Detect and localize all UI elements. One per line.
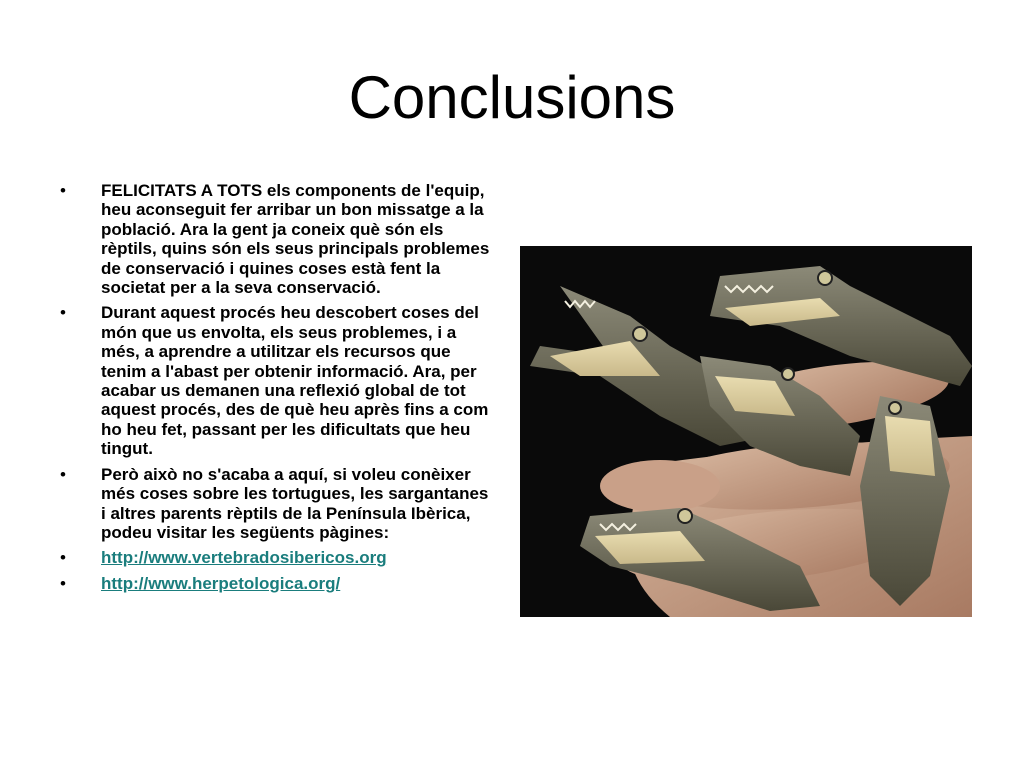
bullet-item-link-vertebrados (56, 548, 496, 567)
bullet-marker: • (60, 573, 66, 593)
bullet-text: Però això no s'acaba a aquí, si voleu conèixer més coses sobre les tortugues, les sargantanes i altres parents rèptils de la Península Ibèrica, podeu visitar les següents pàgines: (101, 464, 489, 542)
link-herpetologica[interactable]: http://www.herpetologica.org/ (101, 573, 341, 593)
bullet-text: FELICITATS A TOTS els components de l'equip, heu aconseguit fer arribar un bon missatge a la població. Ara la gent ja coneix què són els rèptils, quins són els seus principals problemes de conservació i quines coses està fent la societat per a la seva conservació. (101, 181, 490, 298)
bullet-item-congratulations (56, 181, 496, 297)
slide-title: Conclusions (348, 64, 676, 131)
bullet-marker: • (60, 181, 66, 200)
crocodile-photo (520, 246, 972, 617)
bullet-marker: • (60, 303, 66, 323)
link-vertebradosibericos[interactable]: http://www.vertebradosibericos.org (101, 548, 387, 568)
bullet-text: Durant aquest procés heu descobert coses del món que us envolta, els seus problemes, i a més, a aprendre a utilitzar els recursos que tenim a l'abast per obtenir informació. Ara, per acabar us demanen una reflexió global de tot aquest procés, des de què heu après fins a com ho heu fet, passant per les dificultats que heu tingut. (101, 303, 489, 459)
bullet-item-process (56, 303, 496, 458)
bullet-item-link-herpetologica (56, 574, 496, 593)
bullet-item-more-info (56, 465, 496, 543)
bullet-marker: • (60, 464, 66, 484)
bullet-marker: • (60, 548, 66, 568)
bullet-list (56, 181, 496, 599)
